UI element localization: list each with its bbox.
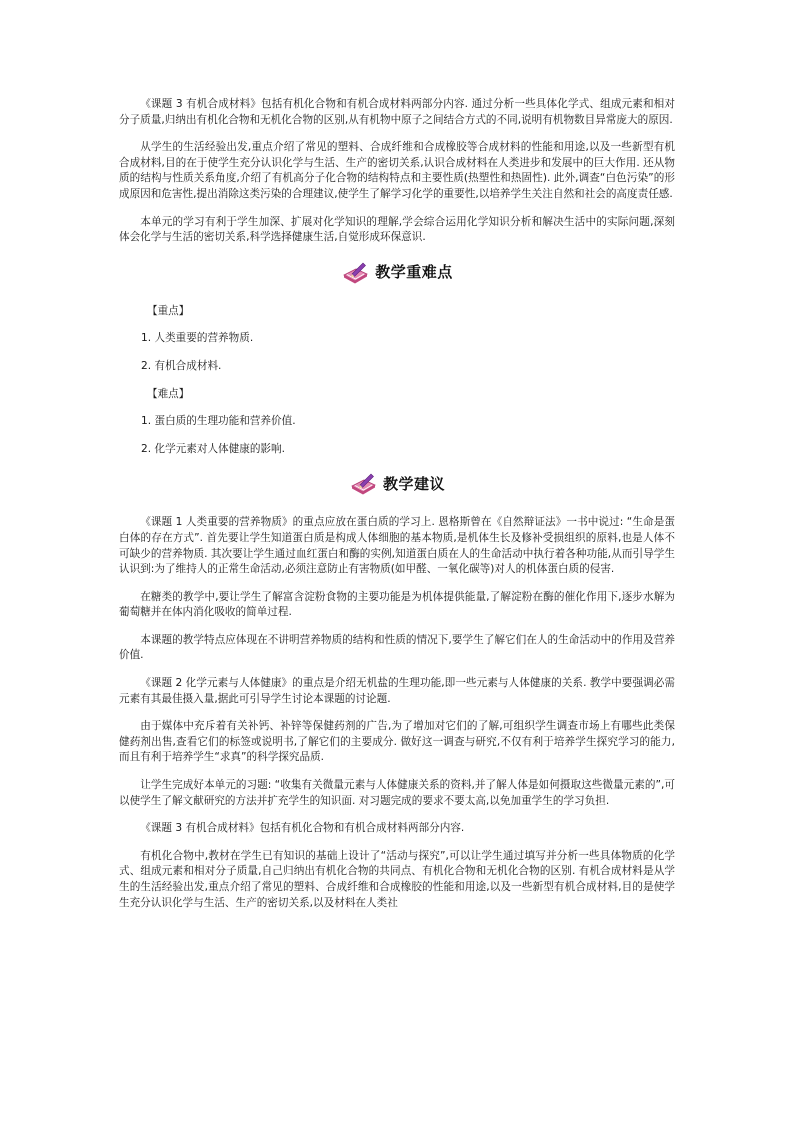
section-heading-key-points bbox=[119, 258, 675, 288]
section-title: 教学建议 bbox=[382, 474, 445, 493]
intro-paragraph-2: 从学生的生活经验出发,重点介绍了常见的塑料、合成纤维和合成橡胶等合成材料的性能和用途,以及一些新型有机合成材料,目的在于使学生充分认识化学与生活、生产的密切关系,认识合成材料在人类进步和发展中的巨大作用. 还从物质的结构与性质关系角度,介绍了有机高分子化合物的结构特点和主要性质(热塑性和热固性). 此外,调查“白色污染”的形成原因和危害性,提出消除这类污染的合理建议,使学生了解学习化学的重要性,以培养学生关注自然和社会的高度责任感. bbox=[119, 141, 675, 200]
difficulty-label: 【难点】 bbox=[147, 387, 190, 400]
section-title: 教学重难点 bbox=[375, 262, 453, 281]
key-item-1: 1. 人类重要的营养物质. bbox=[141, 332, 254, 345]
key-item-2: 2. 有机合成材料. bbox=[141, 359, 222, 372]
suggestion-paragraph-3: 本课题的教学特点应体现在不讲明营养物质的结构和性质的情况下,要学生了解它们在人的生命活动中的作用及营养价值. bbox=[119, 633, 675, 662]
intro-paragraph-3: 本单元的学习有利于学生加深、扩展对化学知识的理解,学会综合运用化学知识分析和解决生活中的实际问题,深刻体会化学与生活的密切关系,科学选择健康生活,自觉形成环保意识. bbox=[119, 215, 675, 244]
difficulty-item-1: 1. 蛋白质的生理功能和营养价值. bbox=[141, 415, 296, 428]
suggestion-paragraph-1: 《课题 1 人类重要的营养物质》的重点应放在蛋白质的学习上. 恩格斯曾在《自然辩证法》一书中说过: “生命是蛋白体的存在方式”. 首先要让学生知道蛋白质是构成人体细胞的基本物质,是机体生长及修补受损组织的原料,也是人体不可缺少的营养物质. 其次要让学生通过血红蛋白和酶的实例,知道蛋白质在人的生命活动中执行着各种功能,从而引导学生认识到:为了维持人的正常生命活动,必须注意防止有害物质(如甲醛、一氧化碳等)对人的机体蛋白质的侵害. bbox=[119, 516, 675, 576]
book-pen-icon bbox=[349, 472, 377, 496]
suggestion-paragraph-6: 让学生完成好本单元的习题: “收集有关微量元素与人体健康关系的资料,并了解人体是如何摄取这些微量元素的”,可以使学生了解文献研究的方法并扩充学生的知识面. 对习题完成的要求不要太高,以免加重学生的学习负担. bbox=[119, 779, 675, 807]
suggestion-paragraph-5: 由于媒体中充斥着有关补钙、补锌等保健药剂的广告,为了增加对它们的了解,可组织学生调查市场上有哪些此类保健药剂出售,查看它们的标签或说明书,了解它们的主要成分. 做好这一调查与研究,不仅有利于培养学生探究学习的能力,而且有利于培养学生“求真”的科学探究品质. bbox=[119, 720, 675, 764]
intro-paragraph-1: 《课题 3 有机合成材料》包括有机化合物和有机合成材料两部分内容. 通过分析一些具体化学式、组成元素和相对分子质量,归纳出有机化合物和无机化合物的区别,从有机物中原子之间结合方式的不同,说明有机物数目异常庞大的原因. bbox=[119, 98, 675, 126]
book-pen-icon bbox=[341, 261, 369, 285]
difficulty-item-2: 2. 化学元素对人体健康的影响. bbox=[141, 442, 285, 455]
key-label: 【重点】 bbox=[147, 304, 190, 317]
suggestion-paragraph-7: 《课题 3 有机合成材料》包括有机化合物和有机合成材料两部分内容. bbox=[140, 822, 465, 835]
document-body bbox=[119, 97, 675, 923]
suggestion-paragraph-2: 在糖类的教学中,要让学生了解富含淀粉食物的主要功能是为机体提供能量,了解淀粉在酶的催化作用下,逐步水解为葡萄糖并在体内消化吸收的简单过程. bbox=[119, 590, 675, 619]
suggestion-paragraph-8: 有机化合物中,教材在学生已有知识的基础上设计了“活动与探究”,可以让学生通过填写并分析一些具体物质的化学式、组成元素和相对分子质量,自己归纳出有机化合物的共同点、有机化合物和无机化合物的区别. 有机合成材料是从学生的生活经验出发,重点介绍了常见的塑料、合成纤维和合成橡胶的性能和用途,以及一些新型有机合成材料,目的是使学生充分认识化学与生活、生产的密切关系,以及材料在人类社 bbox=[119, 849, 675, 909]
suggestion-paragraph-4: 《课题 2 化学元素与人体健康》的重点是介绍无机盐的生理功能,即一些元素与人体健康的关系. 教学中要强调必需元素有其最佳摄入量,据此可引导学生讨论本课题的讨论题. bbox=[119, 677, 675, 705]
section-heading-suggestions bbox=[119, 469, 675, 499]
